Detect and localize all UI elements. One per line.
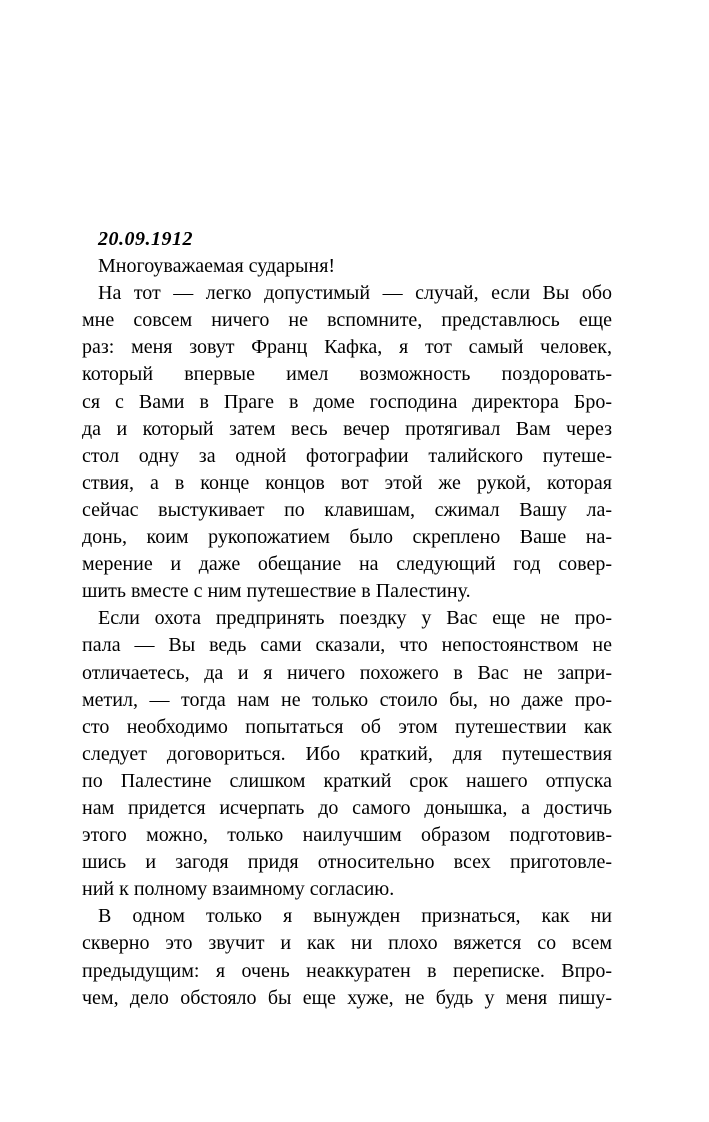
paragraph-confession-line-2: скверно это звучит и как ни плохо вяжется со всем <box>82 932 612 955</box>
paragraph-introduction-line-10: донь, коим рукопожатием было скреплено Ваше на- <box>82 526 612 549</box>
paragraph-introduction <box>82 280 612 605</box>
letter-text-block <box>82 226 612 1012</box>
paragraph-trip-proposal <box>82 605 612 903</box>
paragraph-trip-proposal-line-6: следует договориться. Ибо краткий, для путешествия <box>82 742 612 765</box>
paragraph-introduction-line-7: стол одну за одной фотографии талийского путеше- <box>82 444 612 467</box>
paragraph-trip-proposal-line-5: сто необходимо попытаться об этом путешествии как <box>82 715 612 738</box>
paragraph-introduction-line-1: На тот — легко допустимый — случай, если Вы обо <box>98 282 612 305</box>
paragraph-trip-proposal-line-3: отличаетесь, да и я ничего похожего в Вас не запри- <box>82 661 612 684</box>
paragraph-trip-proposal-line-9: этого можно, только наилучшим образом подготовив- <box>82 824 612 847</box>
paragraph-trip-proposal-line-8: нам придется исчерпать до самого донышка, а достичь <box>82 796 612 819</box>
paragraph-trip-proposal-line-4: метил, — тогда нам не только стоило бы, но даже про- <box>82 688 612 711</box>
paragraph-introduction-line-6: да и который затем весь вечер протягивал Вам через <box>82 417 612 440</box>
paragraph-trip-proposal-line-2: пала — Вы ведь сами сказали, что непостоянством не <box>82 634 612 657</box>
paragraph-introduction-line-9: сейчас выстукивает по клавишам, сжимал Вашу ла- <box>82 498 612 521</box>
salutation <box>82 253 612 280</box>
paragraph-introduction-line-3: раз: меня зовут Франц Кафка, я тот самый человек, <box>82 336 612 359</box>
paragraph-confession <box>82 903 612 1011</box>
salutation-line-1: Многоуважаемая сударыня! <box>98 255 336 278</box>
paragraph-confession-line-1: В одном только я вынужден признаться, как ни <box>98 905 612 928</box>
paragraph-introduction-line-2: мне совсем ничего не вспомните, представлюсь еще <box>82 309 612 332</box>
paragraph-introduction-line-11: мерение и даже обещание на следующий год совер- <box>82 553 612 576</box>
paragraph-trip-proposal-line-10: шись и загодя придя относительно всех приготовле- <box>82 851 612 874</box>
paragraph-trip-proposal-line-1: Если охота предпринять поездку у Вас еще не про- <box>98 607 612 630</box>
paragraph-trip-proposal-line-7: по Палестине слишком краткий срок нашего отпуска <box>82 769 612 792</box>
paragraph-confession-line-3: предыдущим: я очень неаккуратен в переписке. Впро- <box>82 959 612 982</box>
paragraph-introduction-line-4: который впервые имел возможность поздоровать- <box>82 363 612 386</box>
paragraph-introduction-line-12: шить вместе с ним путешествие в Палестину. <box>82 580 471 603</box>
paragraph-confession-line-4: чем, дело обстояло бы еще хуже, не будь у меня пишу- <box>82 986 612 1009</box>
paragraph-trip-proposal-line-11: ний к полному взаимному согласию. <box>82 878 395 901</box>
date-heading-line-1: 20.09.1912 <box>98 228 193 250</box>
date-heading <box>82 226 612 253</box>
paragraph-introduction-line-5: ся с Вами в Праге в доме господина директора Бро- <box>82 390 612 413</box>
paragraph-introduction-line-8: ствия, а в конце концов вот этой же рукой, которая <box>82 471 612 494</box>
